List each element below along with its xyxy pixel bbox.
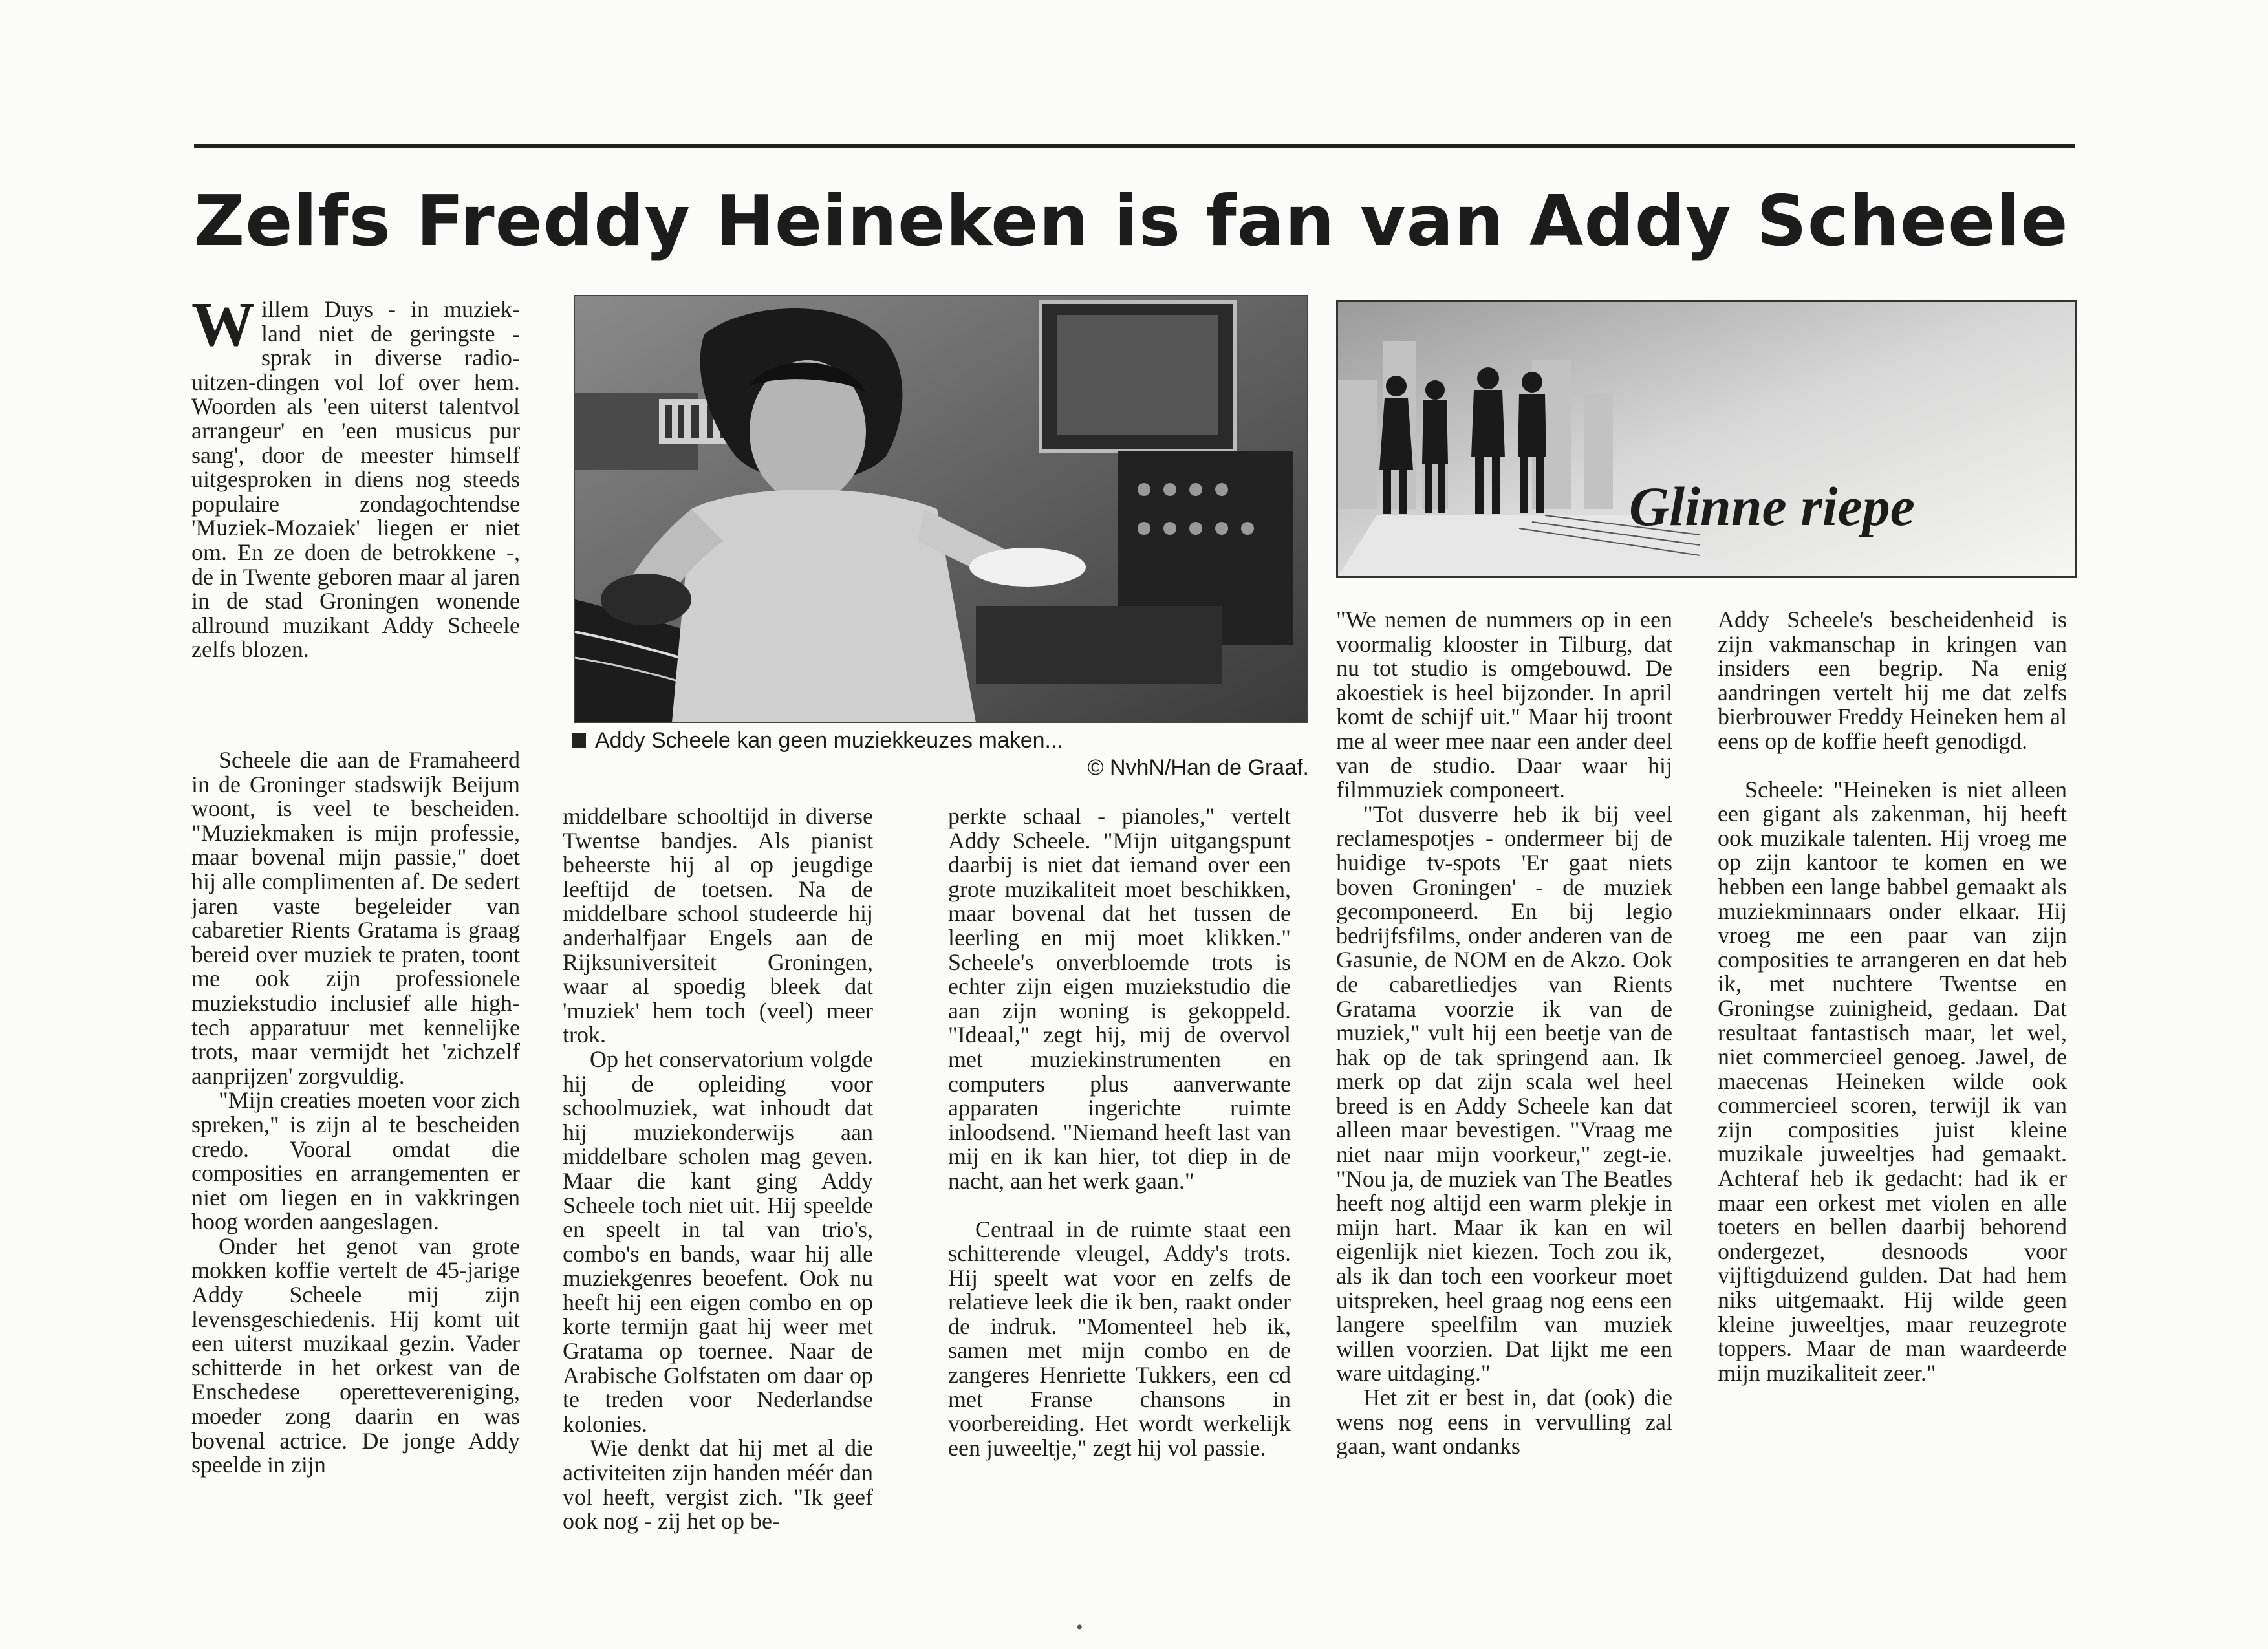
intro-text: illem Duys - in muziek-land niet de geringste - sprak in diverse radio-uitzen-dingen vol lof over hem. Woorden als 'een uiterst talentvol arrangeur' en 'een musicus pur sang', door de meester himself uitgesproken in diens nog steeds populaire zondagochtendse 'Muziek-Mozaiek' liegen er niet om. En ze doen de betrokkene -, de in Twente geboren maar al jaren in de stad Groningen wonende allround muzikant Addy Scheele zelfs blozen. — [191, 296, 520, 663]
column-2-text — [563, 804, 873, 1534]
paragraph: Scheele die aan de Framaheerd in de Groninger stadswijk Beijum woont, is veel te bescheiden. "Muziekmaken is mijn professie, maar bovenal mijn passie," doet hij alle complimenten af. De sedert jaren vaste begeleider van cabaretier Rients Gratama is graag bereid over muziek te praten, toont me ook zijn professionele muziekstudio inclusief alle high-tech apparatuur met kennelijke trots, maar vermijdt het 'zichzelf aanprijzen' zorgvuldig. — [191, 747, 520, 1089]
top-rule — [194, 144, 2075, 148]
photo-musician-in-studio — [575, 296, 1307, 722]
column-3-text — [948, 804, 1291, 1460]
page-dot: • — [1076, 1617, 1083, 1638]
paragraph: Centraal in de ruimte staat een schitterende vleugel, Addy's trots. Hij speelt wat voor en zelfs de relatieve leek die ik ben, raakt onder de indruk. "Momenteel heb ik, samen met mijn combo en de zangeres Henriette Tukkers, een cd met Franse chansons in voorbereiding. Het wordt werkelijk een juweeltje," zegt hij vol passie. — [948, 1216, 1291, 1461]
photo-credit: © NvhN/Han de Graaf. — [1087, 755, 1309, 780]
headline: Zelfs Freddy Heineken is fan van Addy Scheele — [194, 181, 2069, 262]
column-1-text — [191, 724, 520, 1478]
caption-text: Addy Scheele kan geen muziekkeuzes maken... — [595, 728, 1063, 753]
paragraph: Addy Scheele's bescheidenheid is zijn vakmanschap in kringen van insiders een begrip. Na enig aandringen vertelt hij me dat zelfs bierbrouwer Freddy Heineken hem al eens op de koffie heeft genodigd. — [1718, 607, 2067, 754]
caption-bullet-icon — [572, 733, 586, 748]
column-logo-box — [1336, 300, 2077, 578]
paragraph: "Mijn creaties moeten voor zich spreken," is zijn al te bescheiden credo. Vooral omdat die composities en arrangementen er niet om liegen en in vakkringen hoog worden aangeslagen. — [191, 1087, 520, 1235]
paragraph: Op het conservatorium volgde hij de opleiding voor schoolmuziek, wat inhoudt dat hij muziekonderwijs aan middelbare scholen mag geven. Maar die kant ging Addy Scheele toch niet uit. Hij speelde en speelt in tal van trio's, combo's en bands, waar hij alle muziekgenres beoefent. Ook nu heeft hij een eigen combo en op korte termijn gaat hij weer met Gratama op toernee. Naar de Arabische Golfstaten om daar op te treden voor Nederlandse kolonies. — [563, 1046, 873, 1437]
article-photo — [574, 295, 1308, 723]
intro-paragraph — [191, 290, 520, 663]
drop-cap: W — [191, 290, 255, 360]
paragraph: Het zit er best in, dat (ook) die wens nog eens in vervulling zal gaan, want ondanks — [1336, 1385, 1672, 1460]
photo-caption — [572, 727, 1309, 781]
paragraph: "We nemen de nummers op in een voormalig klooster in Tilburg, dat nu tot studio is omgebouwd. De akoestiek is heel bijzonder. In april komt de schijf uit." Maar hij troont me al weer mee naar een ander deel van de studio. Daar waar hij filmmuziek componeert. — [1336, 607, 1672, 803]
paragraph: middelbare schooltijd in diverse Twentse bandjes. Als pianist beheerste hij al op jeugdige leeftijd de toetsen. Na de middelbare school studeerde hij anderhalfjaar Engels aan de Rijksuniversiteit Groningen, waar al spoedig bleek dat 'muziek' hem toch (veel) meer trok. — [563, 803, 873, 1048]
paragraph: Scheele: "Heineken is niet alleen een gigant als zakenman, hij heeft ook muzikale talenten. Hij vroeg me op zijn kantoor te komen en we hebben een lange babbel gemaakt als muziekminnaars onder elkaar. Hij vroeg me een paar van zijn composities te arrangeren en dat heb ik, met nuchtere Twentse en Groningse zuinigheid, gedaan. Dat resultaat fantastisch maar, let wel, niet commercieel genoeg. Jawel, de maecenas Heineken wilde ook commercieel scoren, terwijl ik van zijn composities juist kleine muzikale juweeltjes had gemaakt. Achteraf heb ik gedacht: had ik er maar een orkest met violen en alle toeters en bellen daarbij behorend ondergezet, desnoods voor vijftigduizend gulden. Dat had hem niks uitgemaakt. Hij wilde geen kleine juweeltjes, maar reuzegrote toppers. Maar de man waardeerde mijn muzikaliteit zeer." — [1718, 776, 2067, 1386]
paragraph: perkte schaal - pianoles," vertelt Addy Scheele. "Mijn uitgangspunt daarbij is niet dat iemand over een grote muzikaliteit moet beschikken, maar bovenal dat het tussen de leerling en mij moet klikken." Scheele's onverbloemde trots is echter zijn eigen muziekstudio die aan zijn woning is gekoppeld. "Ideaal," zegt hij, mij de overvol met muziekinstrumenten en computers plus aanverwante apparaten ingerichte ruimte inloodsend. "Niemand heeft last van mij en ik kan hier, tot diep in de nacht, aan het werk gaan." — [948, 803, 1291, 1194]
column-5-text — [1718, 608, 2067, 1385]
column-4-text — [1336, 608, 1672, 1459]
column-title: Glinne riepe — [1629, 475, 1915, 537]
paragraph: "Tot dusverre heb ik bij veel reclamespotjes - ondermeer bij de huidige tv-spots 'Er gaat niets boven Groningen' - de muziek gecomponeerd. En bij legio bedrijfsfilms, onder anderen van de Gasunie, de NOM en de Akzo. Ook de cabaretliedjes van Rients Gratama voorzie ik van de muziek," vult hij een beetje van de hak op de tak springend aan. Ik merk op dat zijn scala wel heel breed is en Addy Scheele kan dat alleen maar bevestigen. "Vraag me niet naar mijn voorkeur," zegt-ie. "Nou ja, de muziek van The Beatles heeft nog altijd een warm plekje in mijn hart. Maar ik kan en wil eigenlijk niet kiezen. Toch zou ik, als ik dan toch een voorkeur moet uitspreken, heel graag nog eens een langere speelfilm van muziek willen voorzien. Dat lijkt me een ware uitdaging." — [1336, 801, 1672, 1386]
paragraph: Wie denkt dat hij met al die activiteiten zijn handen méér dan vol heeft, vergist zich. "Ik geef ook nog - zij het op be- — [563, 1435, 873, 1535]
paragraph: Onder het genot van grote mokken koffie vertelt de 45-jarige Addy Scheele mij zijn levensgeschiedenis. Hij komt uit een uiterst muzikaal gezin. Vader schitterde in het orkest van de Enschedese operettevereniging, moeder zong daarin en was bovenal actrice. De jonge Addy speelde in zijn — [191, 1233, 520, 1478]
